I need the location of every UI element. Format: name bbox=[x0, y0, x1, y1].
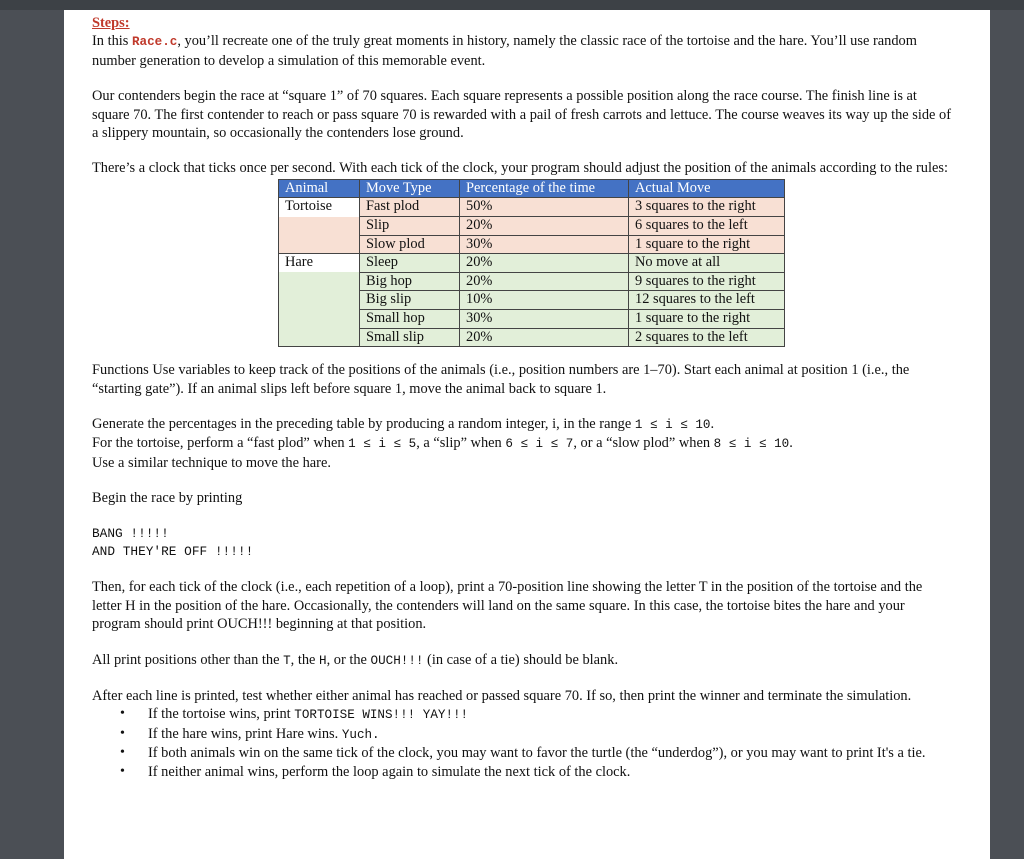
table-row: Tortoise Fast plod 50% 3 squares to the right bbox=[279, 198, 785, 217]
generate-line-3: Use a similar technique to move the hare. bbox=[92, 454, 331, 471]
list-item: • If the hare wins, print Hare wins. Yuch. bbox=[148, 725, 952, 744]
functions-paragraph: Functions Use variables to keep track of the positions of the animals (i.e., position numbers are 1–70). Start each animal at position 1 (i.e., the “starting gate”). If an animal slips left before square 1, move the animal back to square 1. bbox=[92, 362, 910, 397]
header-actual-move: Actual Move bbox=[629, 179, 785, 198]
list-item: • If both animals win on the same tick of the clock, you may want to favor the turtle (the “underdog”), or you may want to print It's a tie. bbox=[148, 744, 952, 762]
winner-rules-list bbox=[92, 705, 952, 781]
table-row: Big hop 20% 9 squares to the right bbox=[279, 272, 785, 291]
code-bang: BANG !!!!! bbox=[92, 525, 169, 541]
table-row: Big slip 10% 12 squares to the left bbox=[279, 291, 785, 310]
race-filename: Race.c bbox=[131, 35, 178, 50]
generate-line-1: Generate the percentages in the preceding table by producing a random integer, i, in the range 1 ≤ i ≤ 10. bbox=[92, 416, 715, 432]
intro-paragraph: In this Race.c, you’ll recreate one of the truly great moments in history, namely the classic race of the tortoise and the hare. You’ll use random number generation to develop a simulation of this memorable event. bbox=[92, 33, 917, 69]
blank-positions-paragraph: All print positions other than the T, the H, or the OUCH!!! (in case of a tie) should be blank. bbox=[92, 651, 619, 668]
table-row: Slip 20% 6 squares to the left bbox=[279, 217, 785, 236]
header-animal: Animal bbox=[279, 179, 360, 198]
list-item: • If neither animal wins, perform the loop again to simulate the next tick of the clock. bbox=[148, 763, 952, 781]
steps-heading: Steps: bbox=[92, 15, 130, 31]
clock-paragraph: There’s a clock that ticks once per second. With each tick of the clock, your program should adjust the position of the animals according to the rules: bbox=[92, 160, 948, 177]
list-item: • If the tortoise wins, print TORTOISE WINS!!! YAY!!! bbox=[148, 705, 952, 724]
after-paragraph: After each line is printed, test whether either animal has reached or passed square 70. If so, then print the winner and terminate the simulation. bbox=[92, 688, 912, 705]
header-move-type: Move Type bbox=[360, 179, 460, 198]
table-row: Small hop 30% 1 square to the right bbox=[279, 310, 785, 329]
viewer-scrollbar[interactable] bbox=[1000, 10, 1010, 859]
then-paragraph: Then, for each tick of the clock (i.e., each repetition of a loop), print a 70-position line showing the letter T in the position of the tortoise and the letter H in the position of the hare. Occasionally, the contenders will land on the same square. In this case, the tortoise bites the hare and your program should print OUCH!!! beginning at that position. bbox=[92, 579, 923, 633]
table-row: Small slip 20% 2 squares to the left bbox=[279, 328, 785, 347]
table-row: Slow plod 30% 1 square to the right bbox=[279, 235, 785, 254]
code-theyre-off: AND THEY'RE OFF !!!!! bbox=[92, 544, 254, 560]
generate-line-2: For the tortoise, perform a “fast plod” when 1 ≤ i ≤ 5, a “slip” when 6 ≤ i ≤ 7, or a “slow plod” when 8 ≤ i ≤ 10. bbox=[92, 435, 793, 452]
viewer-top-bar bbox=[0, 0, 1024, 10]
begin-paragraph: Begin the race by printing bbox=[92, 490, 243, 507]
table-row: Hare Sleep 20% No move at all bbox=[279, 254, 785, 273]
contenders-paragraph: Our contenders begin the race at “square 1” of 70 squares. Each square represents a possible position along the race course. The finish line is at square 70. The first contender to reach or pass square 70 is rewarded with a pail of fresh carrots and lettuce. The course weaves its way up the side of a slippery mountain, so occasionally the contenders lose ground. bbox=[92, 88, 952, 142]
document-content bbox=[92, 14, 952, 781]
document-page bbox=[64, 10, 990, 859]
table-header-row bbox=[279, 179, 785, 198]
move-rules-table bbox=[278, 179, 785, 347]
header-percentage: Percentage of the time bbox=[460, 179, 629, 198]
